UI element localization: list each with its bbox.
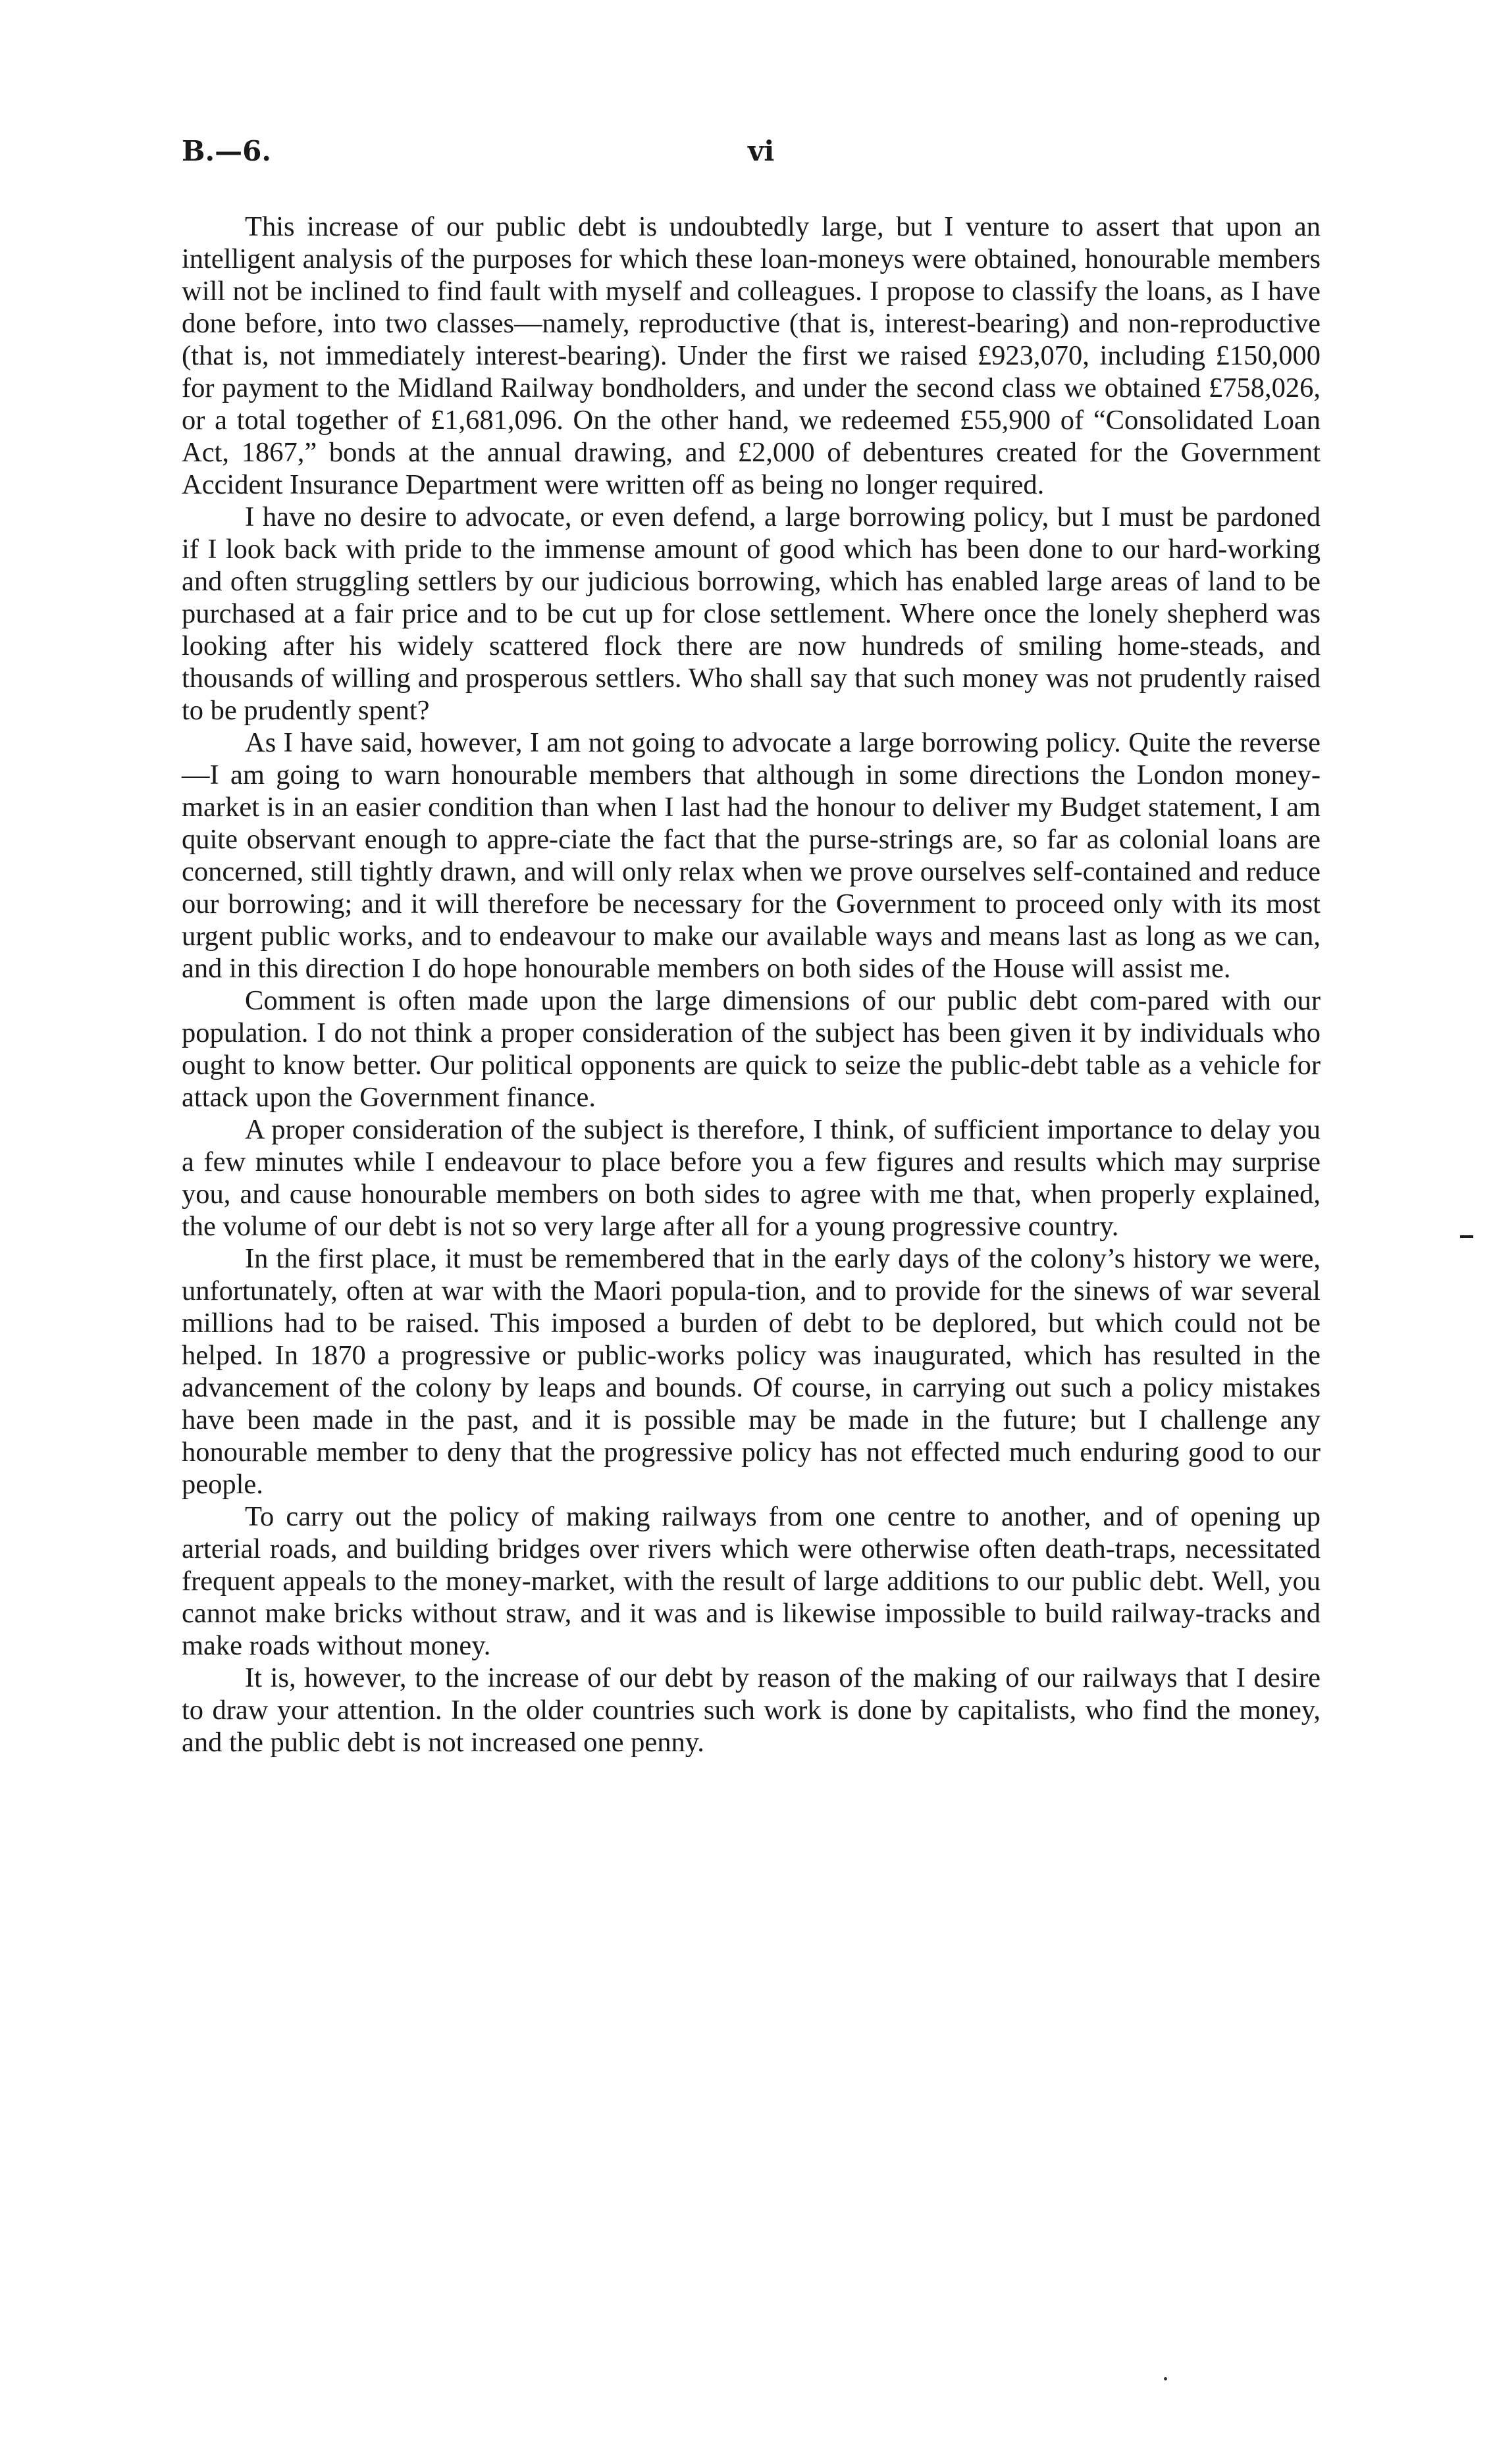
speck-mark	[1164, 2377, 1167, 2380]
paragraph-proper-consideration: A proper consideration of the subject is therefore, I think, of sufficient importance to delay you a few minutes while I endeavour to place before you a few figures and results which may surprise you, and cause honourable members on both sides to agree with me that, when properly explained, the volume of our debt is not so very large after all for a young progressive country.	[182, 1114, 1321, 1242]
paragraph-colony-history: In the first place, it must be remembered that in the early days of the colony’s history we were, unfortunately, often at war with the Maori popula-tion, and to provide for the sinews of war several millions had to be raised. This imposed a burden of debt to be deplored, but which could not be helped. In 1870 a progressive or public-works policy was inaugurated, which has resulted in the advancement of the colony by leaps and bounds. Of course, in carrying out such a policy mistakes have been made in the past, and it is possible may be made in the future; but I challenge any honourable member to deny that the progressive policy has not effected much enduring good to our people.	[182, 1243, 1321, 1500]
page-number: vi	[748, 135, 775, 167]
document-reference: B.—6.	[182, 135, 271, 167]
paragraph-borrowing-policy: I have no desire to advocate, or even defend, a large borrowing policy, but I must be pardoned if I look back with pride to the immense amount of good which has been done to our hard-working and often struggling settlers by our judicious borrowing, which has enabled large areas of land to be purchased at a fair price and to be cut up for close settlement. Where once the lonely shepherd was looking after his widely scattered flock there are now hundreds of smiling home-steads, and thousands of willing and prosperous settlers. Who shall say that such money was not prudently raised to be prudently spent?	[182, 501, 1321, 726]
paragraph-railway-debt: It is, however, to the increase of our debt by reason of the making of our railways that I desire to draw your attention. In the older countries such work is done by capitalists, who find the money, and the public debt is not increased one penny.	[182, 1662, 1321, 1758]
paragraph-public-debt-increase: This increase of our public debt is undoubtedly large, but I venture to assert that upon an intelligent analysis of the purposes for which these loan-moneys were obtained, honourable members will not be inclined to find fault with myself and colleagues. I propose to classify the loans, as I have done before, into two classes—namely, reproductive (that is, interest-bearing) and non-reproductive (that is, not immediately interest-bearing). Under the first we raised £923,070, including £150,000 for payment to the Midland Railway bondholders, and under the second class we obtained £758,026, or a total together of £1,681,096. On the other hand, we redeemed £55,900 of “Consolidated Loan Act, 1867,” bonds at the annual drawing, and £2,000 of debentures created for the Government Accident Insurance Department were written off as being no longer required.	[182, 211, 1321, 500]
paragraph-railways-policy: To carry out the policy of making railways from one centre to another, and of opening up arterial roads, and building bridges over rivers which were otherwise often death-traps, necessitated frequent appeals to the money-market, with the result of large additions to our public debt. Well, you cannot make bricks without straw, and it was and is likewise impossible to build railway-tracks and make roads without money.	[182, 1501, 1321, 1661]
page-header	[182, 135, 1321, 181]
body-text	[182, 211, 1321, 1758]
paragraph-money-market-warning: As I have said, however, I am not going to advocate a large borrowing policy. Quite the reverse—I am going to warn honourable members that although in some directions the London money-market is in an easier condition than when I last had the honour to deliver my Budget statement, I am quite observant enough to appre-ciate the fact that the purse-strings are, so far as colonial loans are concerned, still tightly drawn, and will only relax when we prove ourselves self-contained and reduce our borrowing; and it will therefore be necessary for the Government to proceed only with its most urgent public works, and to endeavour to make our available ways and means last as long as we can, and in this direction I do hope honourable members on both sides of the House will assist me.	[182, 727, 1321, 984]
margin-mark	[1460, 1235, 1473, 1238]
paragraph-debt-comment: Comment is often made upon the large dimensions of our public debt com-pared with our population. I do not think a proper consideration of the subject has been given it by individuals who ought to know better. Our political opponents are quick to seize the public-debt table as a vehicle for attack upon the Government finance.	[182, 985, 1321, 1113]
